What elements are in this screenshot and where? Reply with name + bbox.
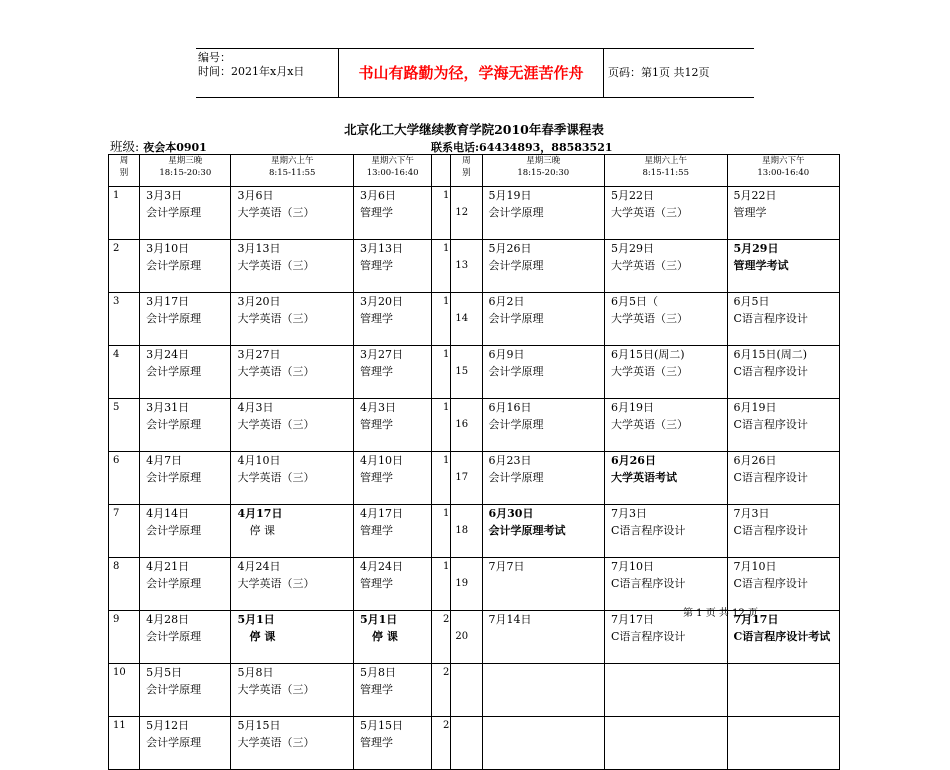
course-name: 会计学原理 [488, 259, 544, 272]
course-name: C语言程序设计 [611, 630, 686, 643]
class-date: 6月26日 [611, 454, 656, 467]
schedule-cell [231, 346, 354, 399]
course-name: 管理学 [359, 206, 393, 219]
class-date: 4月7日 [146, 454, 183, 467]
table-row [109, 187, 840, 240]
course-name: 大学英语（三） [237, 471, 315, 484]
class-date: 7月14日 [488, 613, 532, 626]
course-name: 会计学原理 [488, 471, 544, 484]
course-name: 管理学 [359, 683, 393, 696]
course-name: 管理学 [359, 365, 393, 378]
class-date: 4月28日 [146, 613, 190, 626]
schedule-cell [231, 399, 354, 452]
schedule-cell [727, 558, 840, 611]
col-wed-2 [482, 155, 605, 187]
class-date: 3月6日 [237, 189, 274, 202]
class-date: 3月6日 [359, 189, 396, 202]
week-number: 4 [109, 346, 140, 399]
course-name: 大学英语（三） [611, 312, 688, 325]
week-digit: 2 [443, 720, 450, 731]
schedule-cell [353, 505, 431, 558]
class-date: 3月17日 [146, 295, 190, 308]
class-date: 3月13日 [237, 242, 281, 255]
course-name: C语言程序设计 [733, 365, 808, 378]
week-number-2 [451, 717, 482, 770]
course-name: 会计学原理 [146, 259, 202, 272]
week-number-2: 19 [451, 558, 482, 611]
week-number-2 [451, 664, 482, 717]
page-footer: 第 1 页 共 12 页 [683, 608, 758, 619]
table-row [109, 399, 840, 452]
class-date: 5月22日 [733, 189, 777, 202]
class-date: 5月12日 [146, 719, 190, 732]
class-date: 5月29日 [611, 242, 654, 255]
class-date: 4月10日 [359, 454, 403, 467]
course-name: 大学英语（三） [237, 683, 315, 696]
course-name: 管理学 [733, 206, 767, 219]
schedule-cell [353, 346, 431, 399]
course-name: 大学英语（三） [611, 206, 688, 219]
schedule-cell [231, 187, 354, 240]
table-row [109, 346, 840, 399]
header-line: 13:00-16:40 [757, 168, 810, 178]
class-date: 5月15日 [359, 719, 403, 732]
col-week [109, 155, 140, 187]
schedule-cell [482, 240, 605, 293]
schedule-cell [140, 505, 231, 558]
course-name: 会计学原理 [146, 418, 202, 431]
course-name: C语言程序设计考试 [733, 630, 831, 643]
table-row [109, 293, 840, 346]
week-number-split [432, 399, 451, 452]
schedule-cell [727, 240, 840, 293]
class-date: 3月10日 [146, 242, 190, 255]
course-name: 会计学原理 [146, 736, 202, 749]
header-line: 18:15-20:30 [517, 168, 570, 178]
class-date: 3月13日 [359, 242, 403, 255]
schedule-cell [727, 505, 840, 558]
schedule-cell [482, 399, 605, 452]
schedule-cell [605, 293, 728, 346]
class-date: 3月20日 [359, 295, 403, 308]
class-date: 4月21日 [146, 560, 190, 573]
week-digit: 1 [443, 508, 450, 519]
header-line: 周 [119, 156, 129, 166]
course-name: 管理学 [359, 471, 393, 484]
course-name: C语言程序设计 [611, 524, 686, 537]
class-date: 5月19日 [488, 189, 532, 202]
table-row [109, 558, 840, 611]
week-number-2: 14 [451, 293, 482, 346]
course-name: 管理学 [359, 577, 393, 590]
schedule-cell [482, 187, 605, 240]
week-number-split [432, 346, 451, 399]
course-name: 大学英语考试 [611, 471, 677, 484]
header-line: 8:15-11:55 [269, 168, 316, 178]
col-sat-am-2 [605, 155, 728, 187]
class-date: 3月27日 [359, 348, 403, 361]
week-number: 5 [109, 399, 140, 452]
course-name: 大学英语（三） [237, 577, 315, 590]
class-date: 7月10日 [611, 560, 654, 573]
col-sat-pm [353, 155, 431, 187]
schedule-cell [605, 664, 728, 717]
header-line: 别 [119, 168, 129, 178]
schedule-cell [231, 240, 354, 293]
schedule-cell [605, 346, 728, 399]
week-number: 7 [109, 505, 140, 558]
class-date: 4月17日 [237, 507, 283, 520]
week-number-split [432, 664, 451, 717]
schedule-cell [140, 664, 231, 717]
course-name: 大学英语（三） [237, 736, 315, 749]
week-number-split [432, 240, 451, 293]
week-number-split [432, 293, 451, 346]
table-row [109, 240, 840, 293]
course-name: 会计学原理 [146, 312, 202, 325]
class-date: 6月30日 [488, 507, 534, 520]
class-date: 3月27日 [237, 348, 281, 361]
course-name: 停 课 [371, 630, 398, 643]
schedule-cell [140, 240, 231, 293]
schedule-cell [482, 293, 605, 346]
schedule-cell [140, 452, 231, 505]
schedule-cell [231, 452, 354, 505]
class-date: 6月15日(周二) [611, 348, 685, 361]
class-date: 4月17日 [359, 507, 403, 520]
schedule-cell [353, 293, 431, 346]
week-digit: 1 [443, 190, 450, 201]
course-name: 管理学 [359, 418, 393, 431]
schedule-cell [231, 717, 354, 770]
col-sat-am [231, 155, 354, 187]
schedule-cell [605, 558, 728, 611]
table-row [109, 452, 840, 505]
week-number-split [432, 505, 451, 558]
schedule-cell [482, 505, 605, 558]
class-date: 5月15日 [237, 719, 281, 732]
class-date: 4月24日 [359, 560, 403, 573]
week-number-2: 12 [451, 187, 482, 240]
schedule-cell [727, 452, 840, 505]
class-date: 7月17日 [733, 613, 779, 626]
course-name: 大学英语（三） [611, 365, 688, 378]
class-date: 6月19日 [611, 401, 654, 414]
schedule-cell [727, 664, 840, 717]
course-name: 停 课 [249, 524, 275, 537]
schedule-cell [231, 293, 354, 346]
header-line: 星期三晚 [168, 156, 203, 166]
week-number: 3 [109, 293, 140, 346]
course-name: 会计学原理 [488, 312, 544, 325]
course-name: 大学英语（三） [237, 259, 315, 272]
week-digit: 2 [443, 614, 450, 625]
schedule-cell [231, 664, 354, 717]
week-number-split [432, 611, 451, 664]
course-name: C语言程序设计 [733, 418, 808, 431]
col-wed [140, 155, 231, 187]
week-digit: 2 [443, 667, 450, 678]
course-name: 会计学原理 [488, 206, 544, 219]
class-date: 7月10日 [733, 560, 777, 573]
course-name: 大学英语（三） [611, 259, 688, 272]
class-date: 4月3日 [237, 401, 274, 414]
week-number-2: 17 [451, 452, 482, 505]
course-name: 停 课 [249, 630, 276, 643]
schedule-cell [482, 346, 605, 399]
schedule-cell [482, 664, 605, 717]
class-info [110, 137, 207, 155]
week-number-2: 20 [451, 611, 482, 664]
course-name: 会计学原理考试 [488, 524, 566, 537]
class-value: 夜会本0901 [143, 141, 207, 154]
class-date: 6月16日 [488, 401, 532, 414]
course-name: C语言程序设计 [611, 577, 686, 590]
class-date: 6月5日 [733, 295, 770, 308]
course-name: C语言程序设计 [733, 471, 808, 484]
schedule-cell [482, 558, 605, 611]
week-number-split [432, 558, 451, 611]
course-name: C语言程序设计 [733, 524, 808, 537]
header-line: 星期六下午 [371, 156, 414, 166]
header-line: 星期六上午 [644, 156, 687, 166]
table-row [109, 505, 840, 558]
header-line: 周 [462, 156, 471, 166]
header-line: 星期六上午 [270, 156, 314, 166]
schedule-cell [353, 240, 431, 293]
document-header [196, 48, 754, 98]
schedule-cell [727, 346, 840, 399]
week-number: 6 [109, 452, 140, 505]
course-name: 会计学原理 [146, 524, 202, 537]
class-date: 6月5日（ [611, 295, 658, 308]
course-name: 管理学 [359, 312, 393, 325]
class-date: 6月23日 [488, 454, 532, 467]
class-date: 3月20日 [237, 295, 281, 308]
course-name: 会计学原理 [146, 577, 202, 590]
week-number-split [432, 717, 451, 770]
schedule-cell [727, 293, 840, 346]
class-date: 3月31日 [146, 401, 190, 414]
week-number: 10 [109, 664, 140, 717]
schedule-cell [140, 399, 231, 452]
schedule-cell [353, 611, 431, 664]
schedule-cell [231, 505, 354, 558]
week-digit: 1 [443, 402, 450, 413]
schedule-cell [140, 346, 231, 399]
schedule-cell [605, 452, 728, 505]
col-week-2 [451, 155, 482, 187]
course-name: 会计学原理 [146, 471, 202, 484]
class-date: 7月3日 [733, 507, 770, 520]
schedule-cell [353, 187, 431, 240]
schedule-cell [605, 240, 728, 293]
week-number-2: 13 [451, 240, 482, 293]
week-number-split [432, 452, 451, 505]
week-digit: 1 [443, 349, 450, 360]
course-name: 管理学 [359, 259, 393, 272]
schedule-table [108, 154, 840, 770]
course-name: 管理学 [359, 736, 393, 749]
class-date: 7月7日 [488, 560, 525, 573]
course-name: C语言程序设计 [733, 312, 808, 325]
week-number-2: 16 [451, 399, 482, 452]
week-number: 11 [109, 717, 140, 770]
course-name: 会计学原理 [488, 418, 544, 431]
schedule-cell [482, 452, 605, 505]
course-name: 会计学原理 [146, 683, 202, 696]
course-name: 管理学考试 [733, 259, 789, 272]
col-sat-pm-2 [727, 155, 840, 187]
course-name: 大学英语（三） [237, 365, 315, 378]
schedule-cell [605, 505, 728, 558]
class-date: 3月24日 [146, 348, 190, 361]
class-date: 5月26日 [488, 242, 532, 255]
schedule-cell [482, 611, 605, 664]
course-name: 大学英语（三） [237, 206, 315, 219]
schedule-cell [231, 558, 354, 611]
col-gap [432, 155, 451, 187]
class-date: 4月10日 [237, 454, 281, 467]
course-name: 大学英语（三） [237, 418, 315, 431]
time-label: 时间：2021年x月x日 [198, 65, 305, 78]
course-name: 会计学原理 [146, 206, 202, 219]
schedule-cell [140, 717, 231, 770]
class-date: 6月2日 [488, 295, 525, 308]
week-number: 9 [109, 611, 140, 664]
schedule-cell [482, 717, 605, 770]
schedule-cell [605, 399, 728, 452]
page-label: 页码：第1页 共12页 [608, 66, 710, 79]
schedule-cell [140, 187, 231, 240]
header-meta [198, 49, 338, 99]
class-date: 4月14日 [146, 507, 190, 520]
class-label: 班级: [110, 139, 140, 154]
motto: 书山有路勤为径，学海无涯苦作舟 [338, 49, 604, 97]
week-digit: 1 [443, 455, 450, 466]
class-date: 6月9日 [488, 348, 525, 361]
class-date: 5月22日 [611, 189, 654, 202]
schedule-cell [231, 611, 354, 664]
schedule-cell [727, 717, 840, 770]
header-line: 星期三晚 [526, 156, 561, 166]
header-line: 8:15-11:55 [642, 168, 689, 178]
header-line: 13:00-16:40 [366, 168, 419, 178]
schedule-cell [605, 187, 728, 240]
week-number-split [432, 187, 451, 240]
class-date: 3月3日 [146, 189, 183, 202]
schedule-cell [353, 558, 431, 611]
header-line: 18:15-20:30 [159, 168, 212, 178]
header-line: 星期六下午 [761, 156, 805, 166]
week-digit: 1 [443, 243, 450, 254]
course-name: 会计学原理 [146, 630, 202, 643]
course-name: C语言程序设计 [733, 577, 808, 590]
schedule-cell [353, 399, 431, 452]
class-date: 6月26日 [733, 454, 777, 467]
class-date: 6月19日 [733, 401, 777, 414]
schedule-cell [140, 293, 231, 346]
header-line: 别 [462, 168, 471, 178]
week-number: 8 [109, 558, 140, 611]
week-number: 1 [109, 187, 140, 240]
schedule-cell [727, 399, 840, 452]
schedule-cell [140, 558, 231, 611]
course-name: 管理学 [359, 524, 393, 537]
week-number-2: 15 [451, 346, 482, 399]
course-name: 大学英语（三） [611, 418, 688, 431]
class-date: 4月3日 [359, 401, 396, 414]
schedule-cell [353, 452, 431, 505]
schedule-cell [727, 187, 840, 240]
course-name: 大学英语（三） [237, 312, 315, 325]
class-date: 5月1日 [359, 613, 398, 626]
number-label: 编号： [198, 51, 231, 64]
schedule-cell [605, 717, 728, 770]
table-row [109, 717, 840, 770]
course-name: 会计学原理 [146, 365, 202, 378]
week-number: 2 [109, 240, 140, 293]
schedule-cell [140, 611, 231, 664]
class-date: 7月3日 [611, 507, 647, 520]
schedule-cell [353, 664, 431, 717]
schedule-cell [353, 717, 431, 770]
class-date: 5月1日 [237, 613, 275, 626]
class-date: 4月24日 [237, 560, 281, 573]
class-date: 5月29日 [733, 242, 779, 255]
class-date: 7月17日 [611, 613, 654, 626]
class-date: 5月5日 [146, 666, 183, 679]
week-digit: 1 [443, 561, 450, 572]
schedule-title: 北京化工大学继续教育学院2010年春季课程表 [344, 122, 604, 137]
class-date: 5月8日 [359, 666, 396, 679]
contact-phone: 联系电话:64434893，88583521 [431, 141, 613, 154]
week-digit: 1 [443, 296, 450, 307]
week-number-2: 18 [451, 505, 482, 558]
class-date: 5月8日 [237, 666, 274, 679]
table-row [109, 664, 840, 717]
course-name: 会计学原理 [488, 365, 544, 378]
class-date: 6月15日(周二) [733, 348, 808, 361]
header-row [109, 155, 840, 187]
